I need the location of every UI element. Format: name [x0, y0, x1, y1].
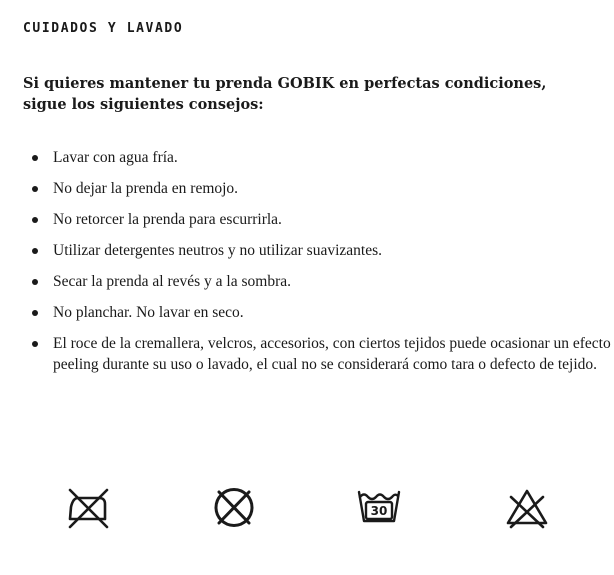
- list-item-text: No planchar. No lavar en seco.: [53, 304, 244, 321]
- list-item: [53, 302, 614, 323]
- bullet-icon: [32, 279, 38, 285]
- wash-30-icon: [355, 485, 403, 530]
- section-title: CUIDADOS Y LAVADO: [23, 21, 184, 36]
- bullet-icon: [32, 155, 38, 161]
- care-symbols-row: [0, 485, 614, 530]
- list-item: [53, 178, 614, 199]
- wash-temperature-label: 30: [370, 504, 388, 518]
- do-not-bleach-icon: [503, 485, 551, 530]
- care-instructions-list: [23, 147, 614, 385]
- list-item: [53, 209, 614, 230]
- bullet-icon: [32, 217, 38, 223]
- bullet-icon: [32, 248, 38, 254]
- list-item-text: Lavar con agua fría.: [53, 149, 178, 166]
- list-item: [53, 333, 614, 375]
- list-item: [53, 271, 614, 292]
- list-item: [53, 147, 614, 168]
- list-item-text: Secar la prenda al revés y a la sombra.: [53, 273, 291, 290]
- list-item-text: Utilizar detergentes neutros y no utilizar suavizantes.: [53, 242, 382, 259]
- intro-text: Si quieres mantener tu prenda GOBIK en perfectas condiciones, sigue los siguientes consejos:: [23, 75, 547, 113]
- bullet-icon: [32, 186, 38, 192]
- list-item-text: El roce de la cremallera, velcros, accesorios, con ciertos tejidos puede ocasionar un efecto peeling durante su uso o lavado, el cual no se considerará como tara o defecto de tejido.: [53, 335, 611, 373]
- bullet-icon: [32, 341, 38, 347]
- list-item-text: No retorcer la prenda para escurrirla.: [53, 211, 282, 228]
- bullet-icon: [32, 310, 38, 316]
- do-not-dry-clean-icon: [210, 485, 258, 530]
- list-item-text: No dejar la prenda en remojo.: [53, 180, 239, 197]
- do-not-iron-icon: [64, 485, 112, 530]
- list-item: [53, 240, 614, 261]
